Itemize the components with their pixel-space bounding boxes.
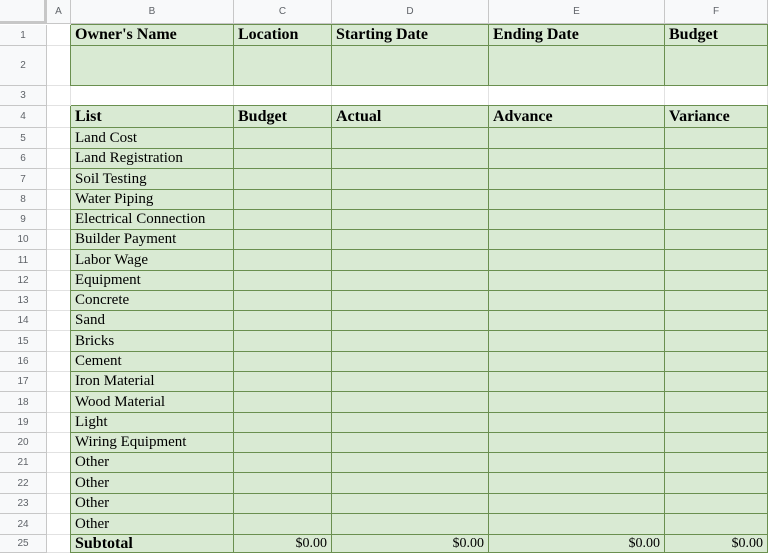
item-value-cell[interactable] [234,311,332,331]
row-header-16[interactable]: 16 [0,352,47,372]
row-header-3[interactable]: 3 [0,86,47,106]
item-label[interactable]: Electrical Connection [71,210,234,230]
item-value-cell[interactable] [665,473,768,494]
item-value-cell[interactable] [234,433,332,453]
row-header-6[interactable]: 6 [0,149,47,169]
info-header-owner[interactable]: Owner's Name [71,25,234,46]
item-value-cell[interactable] [332,453,489,473]
item-value-cell[interactable] [332,331,489,352]
row-header-18[interactable]: 18 [0,392,47,413]
item-value-cell[interactable] [234,210,332,230]
item-label[interactable]: Cement [71,352,234,372]
item-value-cell[interactable] [234,473,332,494]
item-value-cell[interactable] [489,433,665,453]
item-value-cell[interactable] [332,250,489,271]
item-value-cell[interactable] [234,331,332,352]
info-header-start[interactable]: Starting Date [332,25,489,46]
table-top-border [71,24,768,25]
table-header-variance[interactable]: Variance [665,106,768,128]
item-value-cell[interactable] [332,190,489,210]
item-value-cell[interactable] [234,352,332,372]
item-label[interactable]: Land Registration [71,149,234,169]
item-value-cell[interactable] [665,514,768,535]
table-header-advance[interactable]: Advance [489,106,665,128]
subtotal-label[interactable]: Subtotal [71,535,234,553]
item-value-cell[interactable] [489,372,665,392]
row-header-21[interactable]: 21 [0,453,47,473]
item-value-cell[interactable] [332,210,489,230]
item-value-cell[interactable] [234,190,332,210]
subtotal-variance[interactable]: $0.00 [665,535,768,553]
item-value-cell[interactable] [234,291,332,311]
item-label[interactable]: Other [71,514,234,535]
item-label[interactable]: Soil Testing [71,169,234,190]
item-value-cell[interactable] [234,169,332,190]
row-header-22[interactable]: 22 [0,473,47,494]
item-value-cell[interactable] [234,128,332,149]
row-header-9[interactable]: 9 [0,210,47,230]
subtotal-actual[interactable]: $0.00 [332,535,489,553]
item-label[interactable]: Wiring Equipment [71,433,234,453]
row-header-25[interactable]: 25 [0,535,47,553]
item-value-cell[interactable] [489,190,665,210]
info-value-location[interactable] [234,46,332,86]
item-value-cell[interactable] [489,494,665,514]
item-value-cell[interactable] [665,149,768,169]
item-value-cell[interactable] [665,453,768,473]
item-label[interactable]: Other [71,453,234,473]
column-header-d[interactable]: D [332,0,489,24]
item-value-cell[interactable] [489,169,665,190]
item-value-cell[interactable] [665,190,768,210]
item-value-cell[interactable] [489,514,665,535]
item-value-cell[interactable] [332,311,489,331]
item-label[interactable]: Iron Material [71,372,234,392]
item-value-cell[interactable] [332,433,489,453]
item-value-cell[interactable] [234,514,332,535]
row-header-15[interactable]: 15 [0,331,47,352]
column-header-b[interactable]: B [71,0,234,24]
item-value-cell[interactable] [489,311,665,331]
info-header-end[interactable]: Ending Date [489,25,665,46]
item-value-cell[interactable] [332,271,489,291]
item-value-cell[interactable] [665,372,768,392]
table-header-list[interactable]: List [71,106,234,128]
row-header-23[interactable]: 23 [0,494,47,514]
item-value-cell[interactable] [332,352,489,372]
table-header-budget[interactable]: Budget [234,106,332,128]
item-value-cell[interactable] [665,331,768,352]
row-header-20[interactable]: 20 [0,433,47,453]
subtotal-budget[interactable]: $0.00 [234,535,332,553]
item-value-cell[interactable] [665,210,768,230]
subtotal-advance[interactable]: $0.00 [489,535,665,553]
row-header-2[interactable]: 2 [0,46,47,86]
item-value-cell[interactable] [489,352,665,372]
item-value-cell[interactable] [332,494,489,514]
row-header-17[interactable]: 17 [0,372,47,392]
table-top-border [71,105,768,106]
item-value-cell[interactable] [665,352,768,372]
row-header-5[interactable]: 5 [0,128,47,149]
table-header-actual[interactable]: Actual [332,106,489,128]
item-value-cell[interactable] [665,169,768,190]
table-left-border [70,25,71,86]
item-label[interactable]: Other [71,494,234,514]
item-value-cell[interactable] [234,494,332,514]
info-header-location[interactable]: Location [234,25,332,46]
item-value-cell[interactable] [489,331,665,352]
item-value-cell[interactable] [665,128,768,149]
item-label[interactable]: Bricks [71,331,234,352]
item-value-cell[interactable] [332,372,489,392]
item-value-cell[interactable] [489,230,665,250]
item-label[interactable]: Water Piping [71,190,234,210]
item-value-cell[interactable] [489,473,665,494]
item-value-cell[interactable] [665,413,768,433]
row-header-11[interactable]: 11 [0,250,47,271]
item-value-cell[interactable] [234,372,332,392]
item-value-cell[interactable] [665,250,768,271]
item-value-cell[interactable] [234,453,332,473]
info-value-budget[interactable] [665,46,768,86]
row-header-4[interactable]: 4 [0,106,47,128]
item-value-cell[interactable] [665,311,768,331]
item-label[interactable]: Wood Material [71,392,234,413]
item-value-cell[interactable] [489,128,665,149]
row-header-10[interactable]: 10 [0,230,47,250]
item-label[interactable]: Builder Payment [71,230,234,250]
item-value-cell[interactable] [332,392,489,413]
info-value-end[interactable] [489,46,665,86]
item-value-cell[interactable] [332,413,489,433]
item-label[interactable]: Equipment [71,271,234,291]
row-header-19[interactable]: 19 [0,413,47,433]
item-value-cell[interactable] [332,473,489,494]
row-header-12[interactable]: 12 [0,271,47,291]
item-value-cell[interactable] [665,271,768,291]
item-value-cell[interactable] [489,453,665,473]
item-value-cell[interactable] [489,413,665,433]
item-label[interactable]: Land Cost [71,128,234,149]
item-value-cell[interactable] [332,514,489,535]
item-value-cell[interactable] [234,271,332,291]
item-value-cell[interactable] [489,149,665,169]
item-label[interactable]: Concrete [71,291,234,311]
column-header-f[interactable]: F [665,0,768,24]
item-value-cell[interactable] [234,230,332,250]
item-value-cell[interactable] [665,392,768,413]
item-value-cell[interactable] [332,169,489,190]
info-value-owner[interactable] [71,46,234,86]
row-header-7[interactable]: 7 [0,169,47,190]
column-header-c[interactable]: C [234,0,332,24]
row-header-24[interactable]: 24 [0,514,47,535]
info-value-start[interactable] [332,46,489,86]
item-value-cell[interactable] [489,210,665,230]
item-label[interactable]: Sand [71,311,234,331]
row-header-8[interactable]: 8 [0,190,47,210]
item-value-cell[interactable] [332,149,489,169]
item-value-cell[interactable] [332,291,489,311]
row-header-1[interactable]: 1 [0,25,47,46]
item-value-cell[interactable] [332,128,489,149]
item-value-cell[interactable] [234,250,332,271]
item-value-cell[interactable] [489,250,665,271]
item-value-cell[interactable] [234,149,332,169]
table-left-border [70,106,71,553]
row-header-14[interactable]: 14 [0,311,47,331]
row-header-13[interactable]: 13 [0,291,47,311]
item-value-cell[interactable] [332,230,489,250]
column-header-e[interactable]: E [489,0,665,24]
item-value-cell[interactable] [489,271,665,291]
item-value-cell[interactable] [234,392,332,413]
item-value-cell[interactable] [665,433,768,453]
select-all-corner[interactable] [0,0,47,24]
item-value-cell[interactable] [665,494,768,514]
item-value-cell[interactable] [489,392,665,413]
item-value-cell[interactable] [665,230,768,250]
column-header-a[interactable]: A [47,0,71,24]
item-label[interactable]: Light [71,413,234,433]
item-label[interactable]: Other [71,473,234,494]
item-value-cell[interactable] [234,413,332,433]
item-value-cell[interactable] [665,291,768,311]
item-value-cell[interactable] [489,291,665,311]
item-label[interactable]: Labor Wage [71,250,234,271]
info-header-budget[interactable]: Budget [665,25,768,46]
